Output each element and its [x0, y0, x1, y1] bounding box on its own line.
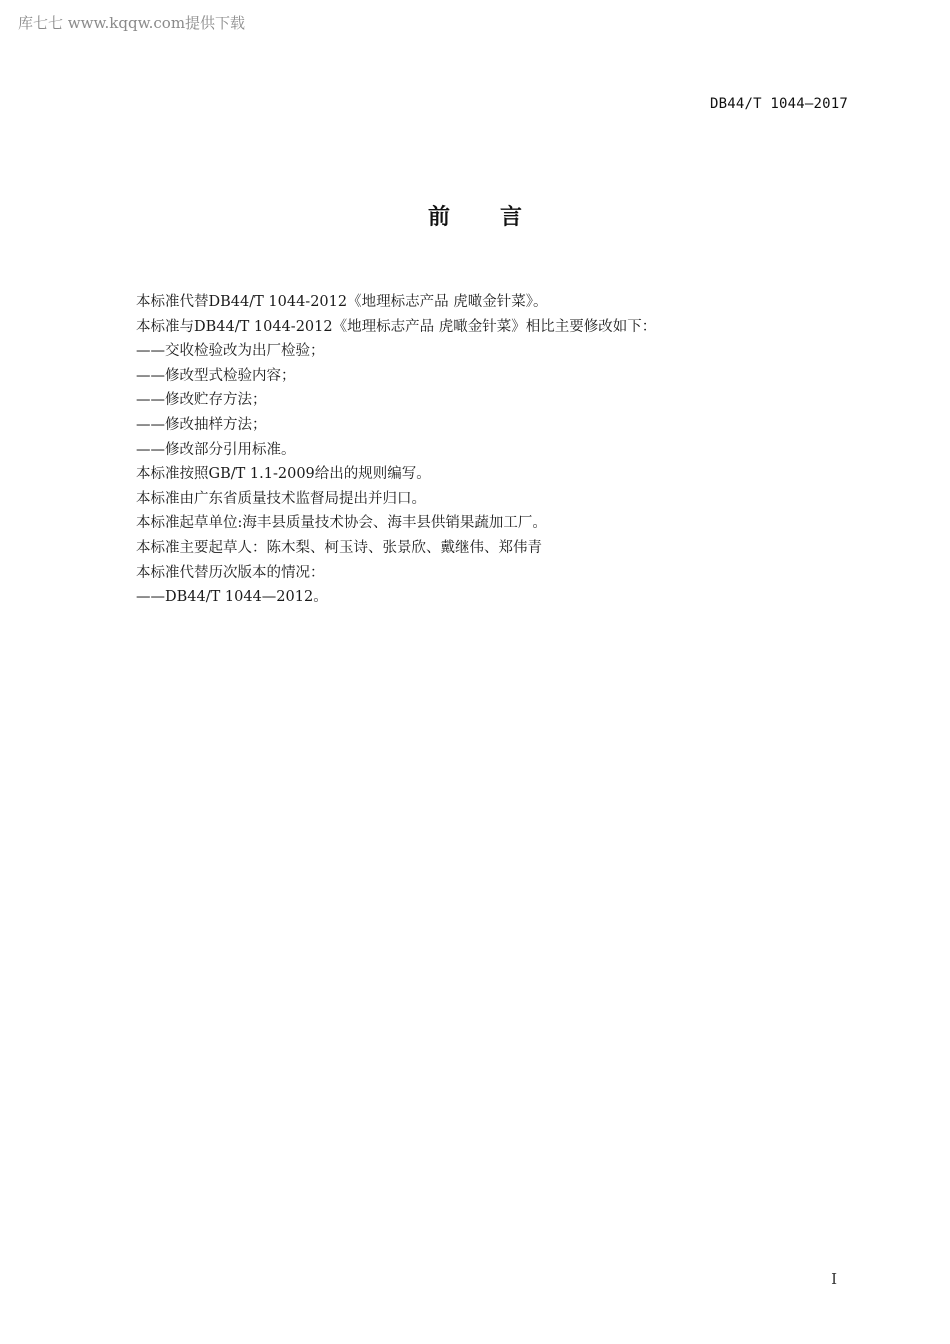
foreword-line: ——交收检验改为出厂检验； [136, 343, 325, 360]
page-number: I [831, 1270, 837, 1288]
foreword-line: 本标准主要起草人：陈木梨、柯玉诗、张景欣、戴继伟、郑伟青 [136, 539, 542, 556]
foreword-line: 本标准与DB44/T 1044-2012《地理标志产品 虎噉金针菜》相比主要修改如下： [136, 318, 657, 335]
foreword-body [136, 290, 856, 610]
foreword-line: 本标准代替历次版本的情况： [136, 564, 325, 581]
foreword-line: ——DB44/T 1044—2012。 [136, 589, 328, 606]
foreword-line: 本标准按照GB/T 1.1-2009给出的规则编写。 [136, 466, 431, 483]
foreword-line: ——修改部分引用标准。 [136, 441, 296, 458]
page-title: 前言 [427, 205, 572, 230]
watermark-text: 库七七 www.kqqw.com提供下载 [18, 14, 246, 32]
foreword-line: 本标准由广东省质量技术监督局提出并归口。 [136, 490, 426, 507]
foreword-line: ——修改贮存方法； [136, 392, 267, 409]
foreword-line: 本标准起草单位:海丰县质量技术协会、海丰县供销果蔬加工厂。 [136, 515, 547, 532]
foreword-line: 本标准代替DB44/T 1044-2012《地理标志产品 虎噉金针菜》。 [136, 294, 548, 310]
foreword-line: ——修改型式检验内容； [136, 367, 296, 384]
standard-code: DB44/T 1044—2017 [709, 96, 848, 112]
foreword-line: ——修改抽样方法； [136, 416, 267, 433]
